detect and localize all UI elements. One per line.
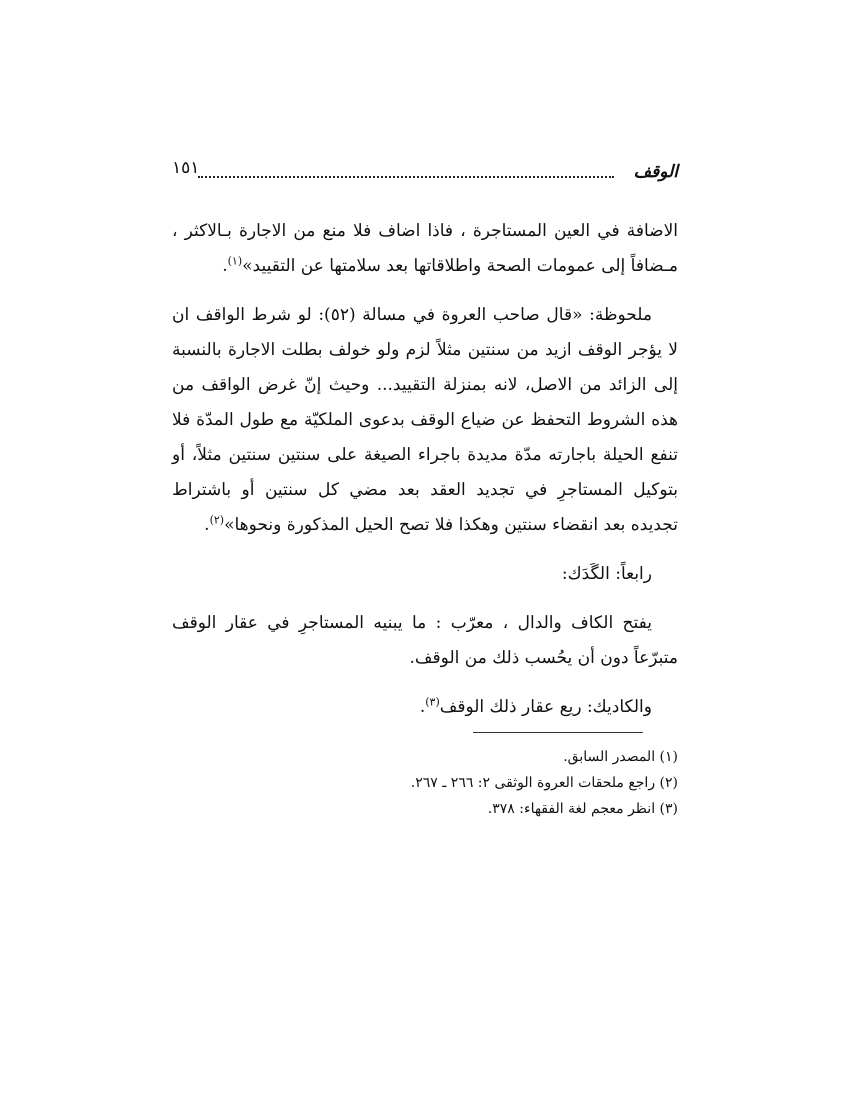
footnote-ref-3: (٣) — [425, 695, 440, 709]
footnote-separator — [473, 732, 643, 733]
paragraph-note: ملحوظة: «قال صاحب العروة في مسالة (٥٢): لو شرط الواقف ان لا يؤجر الوقف ازيد من سنتين مثلاً لزم ولو خولف بطلت الاجارة بالنسبة إلى الزائد من الاصل، لانه بمنزلة التقييد... وحيث إنّ غرض الواقف من هذه الشروط التحفظ عن ضياع الوقف بدعوى الملكيّة مع طول المدّة فلا تنفع الحيلة باجارته مدّة مديدة باجراء الصيغة على سنتين سنتين مثلاً، أو بتوكيل المستاجرِ في تجديد العقد بعد مضي كل سنتين أو باشتراط تجديده بعد انقضاء سنتين وهكذا فلا تصح الحيل المذكورة ونحوها»$^{(٢)}$. — [172, 305, 678, 535]
footnote-3: (٣) انظر معجم لغة الفقهاء: ٣٧٨. — [487, 801, 678, 817]
running-head — [172, 158, 678, 188]
body-text — [172, 214, 678, 725]
footnote-2: (٢) راجع ملحقات العروة الوثقى ٢: ٢٦٦ ـ ٢٦٧. — [410, 775, 678, 791]
paragraph-continuation: الاضافة في العين المستاجرة ، فاذا اضاف فلا منع من الاجارة بـالاكثر ، مـضافاً إلى عمومات الصحة واطلاقاتها بعد سلامتها عن التقييد»$^{(١)}$. — [172, 221, 678, 276]
leader-dots — [198, 176, 614, 178]
footnote-ref-2: (٢) — [209, 513, 225, 527]
paragraph-kadik: والكاديك: ريع عقار ذلك الوقف$^{(٣)}$. — [419, 695, 652, 717]
footnotes — [172, 744, 678, 822]
page-number: ١٥١ — [172, 158, 200, 178]
footnote-ref-1: (١) — [227, 254, 243, 268]
running-head-title: الوقف — [633, 162, 678, 182]
paragraph-definition: يفتح الكاف والدال ، معرّب : ما يبنيه المستاجرِ في عقار الوقف متبرّعاً دون أن يحُسب ذلك من الوقف. — [172, 613, 678, 668]
section-heading: رابعاً: الگَدَك: — [561, 564, 652, 584]
footnote-1: (١) المصدر السابق. — [563, 749, 678, 765]
